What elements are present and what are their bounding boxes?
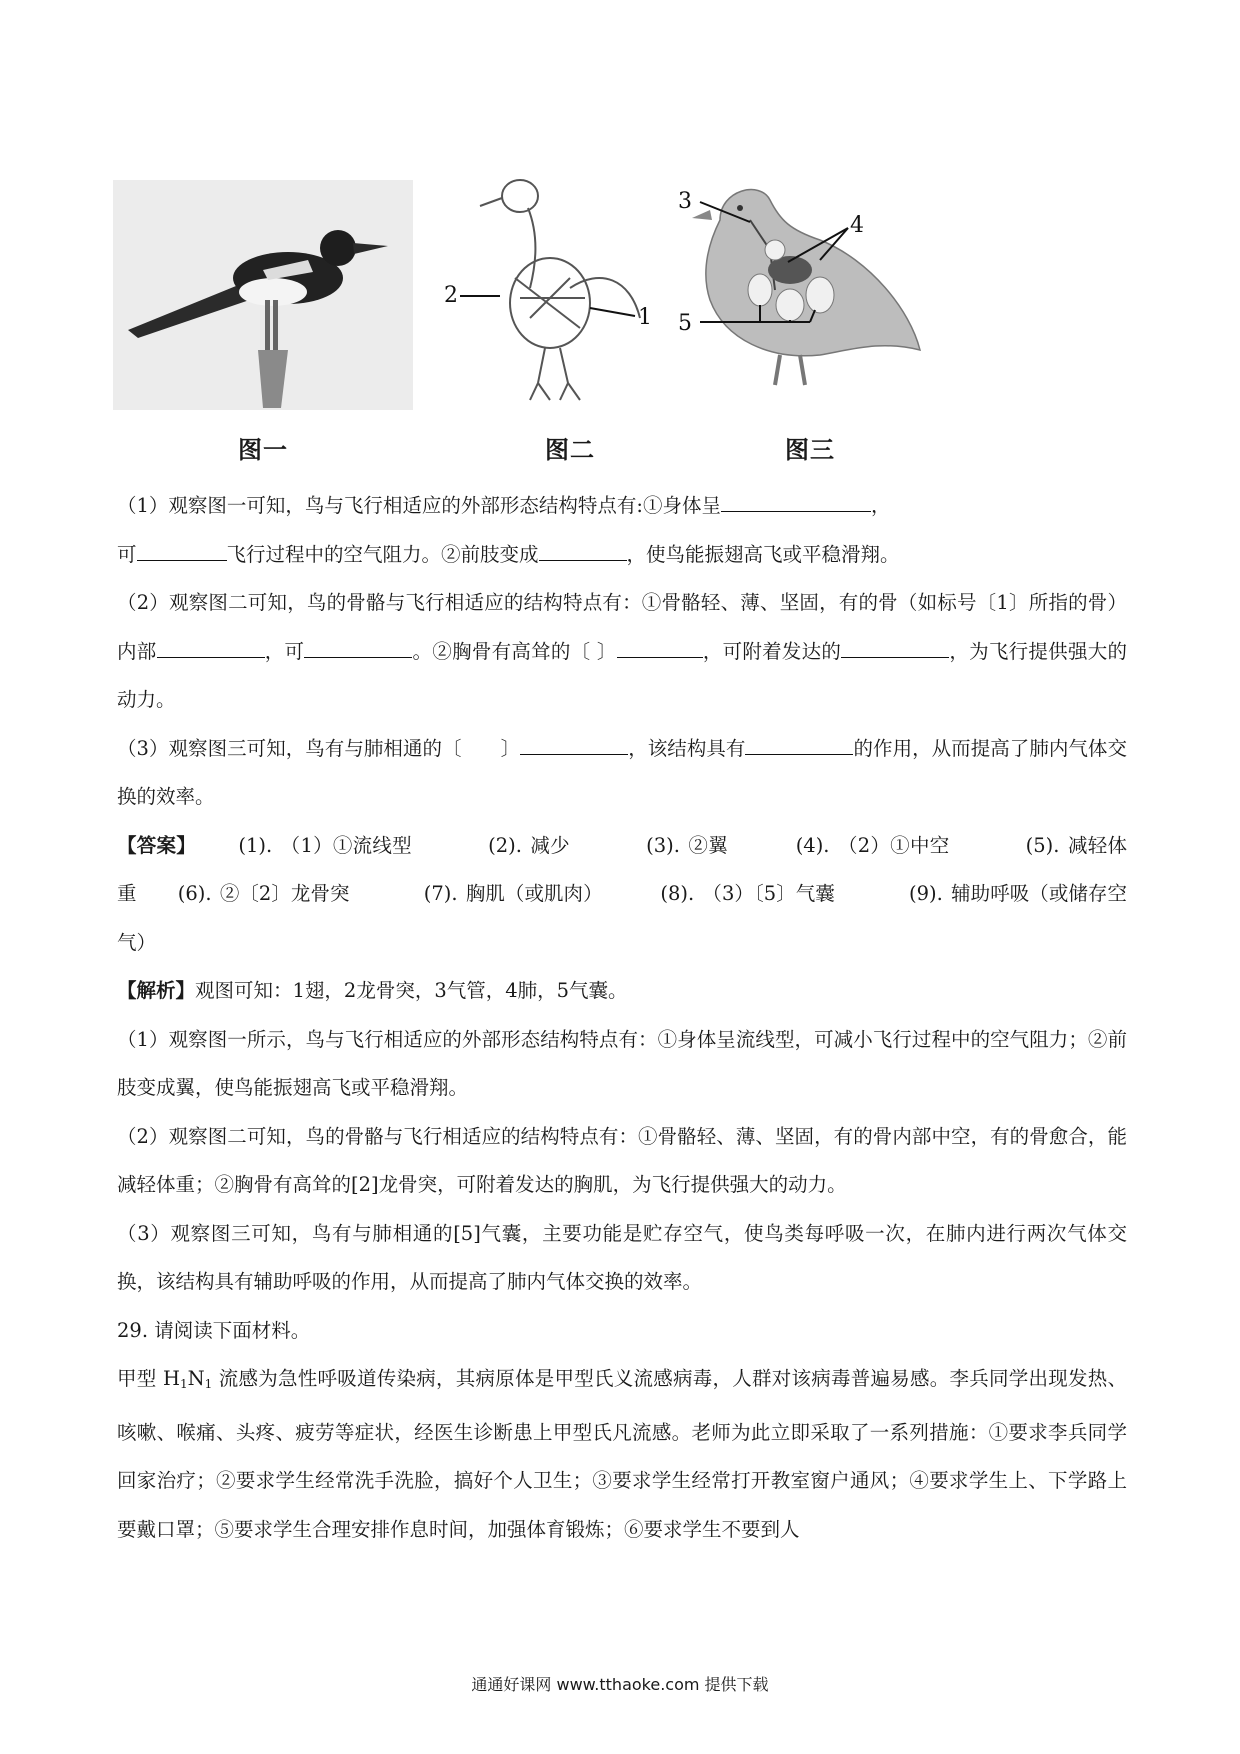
- figure-2: [444, 168, 680, 464]
- analysis-paragraph-1: （1）观察图一所示，鸟与飞行相适应的外部形态结构特点有：①身体呈流线型，可减小飞行过程中的空气阻力；②前肢变成翼，使鸟能振翅高飞或平稳滑翔。: [117, 1027, 1127, 1099]
- answer-item: (4). （2）①中空: [795, 833, 950, 857]
- label-5: 5: [678, 311, 692, 336]
- answer-item: (7). 胸肌（或肌肉）: [423, 882, 603, 905]
- answer-item: (8). （3）〔5〕气囊: [660, 882, 835, 905]
- analysis-intro: 【解析】观图可知：1翅，2龙骨突，3气管，4肺，5气囊。: [117, 979, 628, 1002]
- answer-item: (6). ②〔2〕龙骨突: [177, 882, 350, 905]
- question-3: （3）观察图三可知，鸟有与肺相通的〔 〕 ，该结构具有 的作用，从而提高了肺内气体交换的效率。: [117, 736, 1127, 808]
- question-29-material: 甲型 $H_1N_1$ 流感为急性呼吸道传染病，其病原体是甲型氏义流感病毒，人群对该病毒普遍易感。李兵同学出现发热、咳嗽、喉痛、头疼、疲劳等症状，经医生诊断患上甲型氏凡流感。老师为此立即采取了一系列措施：①要求李兵同学回家治疗；②要求学生经常洗手洗脸，搞好个人卫生；③要求学生经常打开教室窗户通风；④要求学生上、下学路上要戴口罩；⑤要求学生合理安排作息时间，加强体育锻炼；⑥要求学生不要到人: [117, 1367, 1127, 1541]
- question-2: （2）观察图二可知，鸟的骨骼与飞行相适应的结构特点有：①骨骼轻、薄、坚固，有的骨（如标号〔1〕所指的骨）内部 ，可 。②胸骨有高耸的〔 〕 ，可附着发达的 ，为飞行提供强大的动力。: [117, 591, 1127, 711]
- analysis-heading: 【解析】: [117, 979, 196, 1002]
- blank-8: [520, 753, 628, 755]
- blank-4: [157, 656, 265, 658]
- blank-2: [137, 559, 227, 561]
- blank-9: [745, 753, 853, 755]
- text-block: [117, 482, 1127, 1554]
- blank-3: [539, 559, 627, 561]
- figure-1: [113, 180, 413, 470]
- blank-1: [721, 510, 871, 512]
- blank-5: [304, 656, 412, 658]
- bird-skeleton-icon: [444, 168, 680, 408]
- answer-item: (3). ②翼: [646, 833, 728, 857]
- answer-item: (5). 减轻体重: [117, 833, 1127, 905]
- figure-2-caption: 图二: [545, 436, 595, 464]
- blank-6: [617, 656, 703, 658]
- answer-item: (1). （1）①流线型: [238, 833, 412, 857]
- analysis-paragraph-3: （3）观察图三可知，鸟有与肺相通的[5]气囊，主要功能是贮存空气，使鸟类每呼吸一次，在肺内进行两次气体交换，该结构具有辅助呼吸的作用，从而提高了肺内气体交换的效率。: [117, 1221, 1127, 1293]
- question-29-title: 29. 请阅读下面材料。: [117, 1318, 311, 1342]
- figure-3-caption: 图三: [785, 436, 835, 464]
- page-footer: 通通好课网 www.tthaoke.com 提供下载: [471, 1675, 769, 1694]
- answer-heading: 【答案】: [117, 833, 197, 857]
- magpie-photo-icon: [113, 180, 413, 410]
- figure-3: [680, 180, 940, 470]
- answer-section: [117, 822, 1127, 968]
- label-1: 1: [638, 305, 652, 330]
- answer-item: (9). 辅助呼吸（或储存空气）: [117, 882, 1127, 954]
- figure-1-caption: 图一: [238, 436, 288, 464]
- analysis-paragraph-2: （2）观察图二可知，鸟的骨骼与飞行相适应的结构特点有：①骨骼轻、薄、坚固，有的骨内部中空，有的骨愈合，能减轻体重；②胸骨有高耸的[2]龙骨突，可附着发达的胸肌，为飞行提供强大的动力。: [117, 1124, 1127, 1196]
- bird-respiratory-diagram-icon: [680, 180, 940, 400]
- label-3: 3: [678, 189, 692, 214]
- answer-item: (2). 减少: [488, 833, 570, 857]
- blank-7: [841, 656, 949, 658]
- label-2: 2: [444, 283, 458, 308]
- label-4: 4: [850, 213, 864, 238]
- question-1: （1）观察图一可知，鸟与飞行相适应的外部形态结构特点有:①身体呈 ， 可 飞行过程中的空气阻力。②前肢变成 ，使鸟能振翅高飞或平稳滑翔。: [117, 494, 900, 566]
